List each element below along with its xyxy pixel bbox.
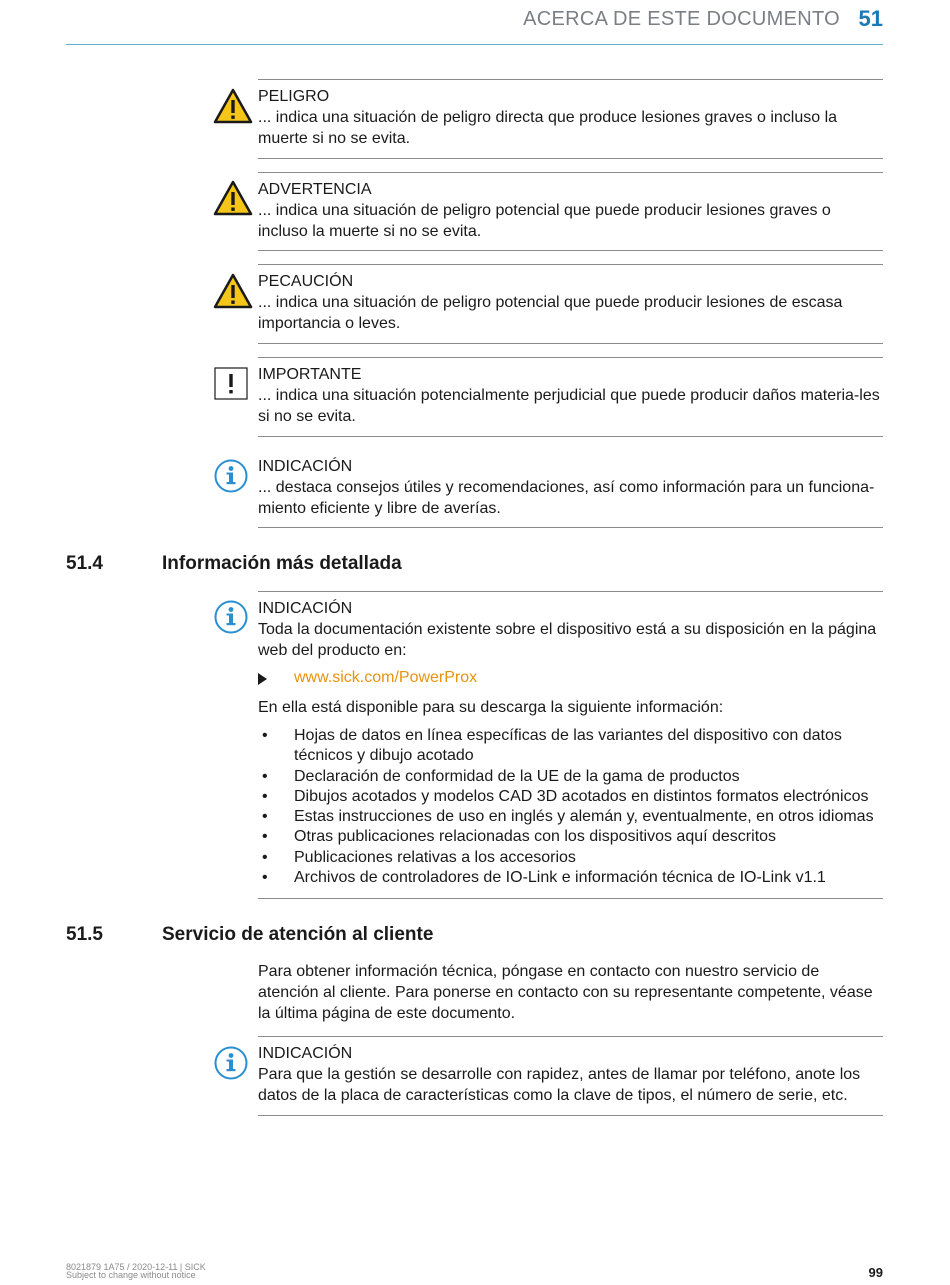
notice-text: Toda la documentación existente sobre el dispositivo está a su disposición en la página web del producto en: <box>258 621 877 659</box>
info-icon <box>214 459 248 493</box>
notice-text: ... indica una situación de peligro potencial que puede producir lesiones graves o incluso la muerte si no se evita. <box>258 202 831 240</box>
notice-title: INDICACIÓN <box>258 1045 353 1062</box>
list-item: • Estas instrucciones de uso en inglés y alemán y, eventualmente, en otros idiomas <box>258 807 883 827</box>
notice-service <box>258 1036 883 1116</box>
section-number: 51.4 <box>66 553 103 574</box>
notice-title: INDICACIÓN <box>258 600 353 617</box>
customer-service-paragraph: Para obtener información técnica, póngase en contacto con nuestro servicio de atención al cliente. Para ponerse en contacto con su representante competente, véase la última página de este documento. <box>258 963 873 1022</box>
notice-title: INDICACIÓN <box>258 458 353 475</box>
warning-triangle-icon <box>213 273 253 309</box>
download-intro: En ella está disponible para su descarga la siguiente información: <box>258 699 724 716</box>
notice-title: IMPORTANTE <box>258 366 362 383</box>
notice-title: ADVERTENCIA <box>258 181 372 198</box>
footer-info <box>66 1263 206 1279</box>
warning-triangle-icon <box>213 88 253 124</box>
list-item: • Archivos de controladores de IO-Link e información técnica de IO-Link v1.1 <box>258 868 883 888</box>
list-item: • Otras publicaciones relacionadas con los dispositivos aquí descritos <box>258 827 883 847</box>
list-item: • Publicaciones relativas a los accesorios <box>258 848 883 868</box>
notice-title: PECAUCIÓN <box>258 273 354 290</box>
notice-warning <box>258 172 883 251</box>
important-exclamation-icon <box>214 367 248 400</box>
header-divider <box>66 44 883 45</box>
info-icon <box>214 1046 248 1080</box>
list-item: • Declaración de conformidad de la UE de la gama de productos <box>258 767 883 787</box>
notice-title: PELIGRO <box>258 88 330 105</box>
notice-text: ... destaca consejos útiles y recomendaciones, así como información para un funciona-miento eficiente y libre de averías. <box>258 479 875 517</box>
notice-danger <box>258 79 883 159</box>
notice-text: Para que la gestión se desarrolle con rapidez, antes de llamar por teléfono, anote los datos de la placa de características como la clave de tipos, el número de serie, etc. <box>258 1066 861 1104</box>
chapter-number: 51 <box>858 6 883 31</box>
footer-subject: Subject to change without notice <box>66 1270 196 1280</box>
notice-indication <box>258 450 883 528</box>
notice-text: ... indica una situación de peligro directa que produce lesiones graves o incluso la muerte si no se evita. <box>258 109 838 147</box>
notice-caution <box>258 264 883 344</box>
arrow-right-icon <box>258 673 267 685</box>
footer-doc-id: 8021879 1A75 / 2020-12-11 | SICK <box>66 1262 206 1272</box>
info-icon <box>214 600 248 634</box>
list-item: • Dibujos acotados y modelos CAD 3D acotados en distintos formatos electrónicos <box>258 787 883 807</box>
list-item: • Hojas de datos en línea específicas de las variantes del dispositivo con datos técnicos y dibujo acotado <box>258 726 883 767</box>
section-number: 51.5 <box>66 924 103 945</box>
running-header-title: ACERCA DE ESTE DOCUMENTO <box>523 8 840 30</box>
page-number: 99 <box>868 1265 883 1280</box>
section-title: Servicio de atención al cliente <box>162 924 434 945</box>
product-page-link[interactable]: www.sick.com/PowerProx <box>294 669 478 686</box>
download-list <box>258 726 883 888</box>
warning-triangle-icon <box>213 180 253 216</box>
notice-important <box>258 357 883 437</box>
section-title: Información más detallada <box>162 553 402 574</box>
notice-text: ... indica una situación potencialmente perjudicial que puede producir daños materia-les si no se evita. <box>258 387 880 425</box>
notice-text: ... indica una situación de peligro potencial que puede producir lesiones de escasa importancia o leves. <box>258 294 843 332</box>
